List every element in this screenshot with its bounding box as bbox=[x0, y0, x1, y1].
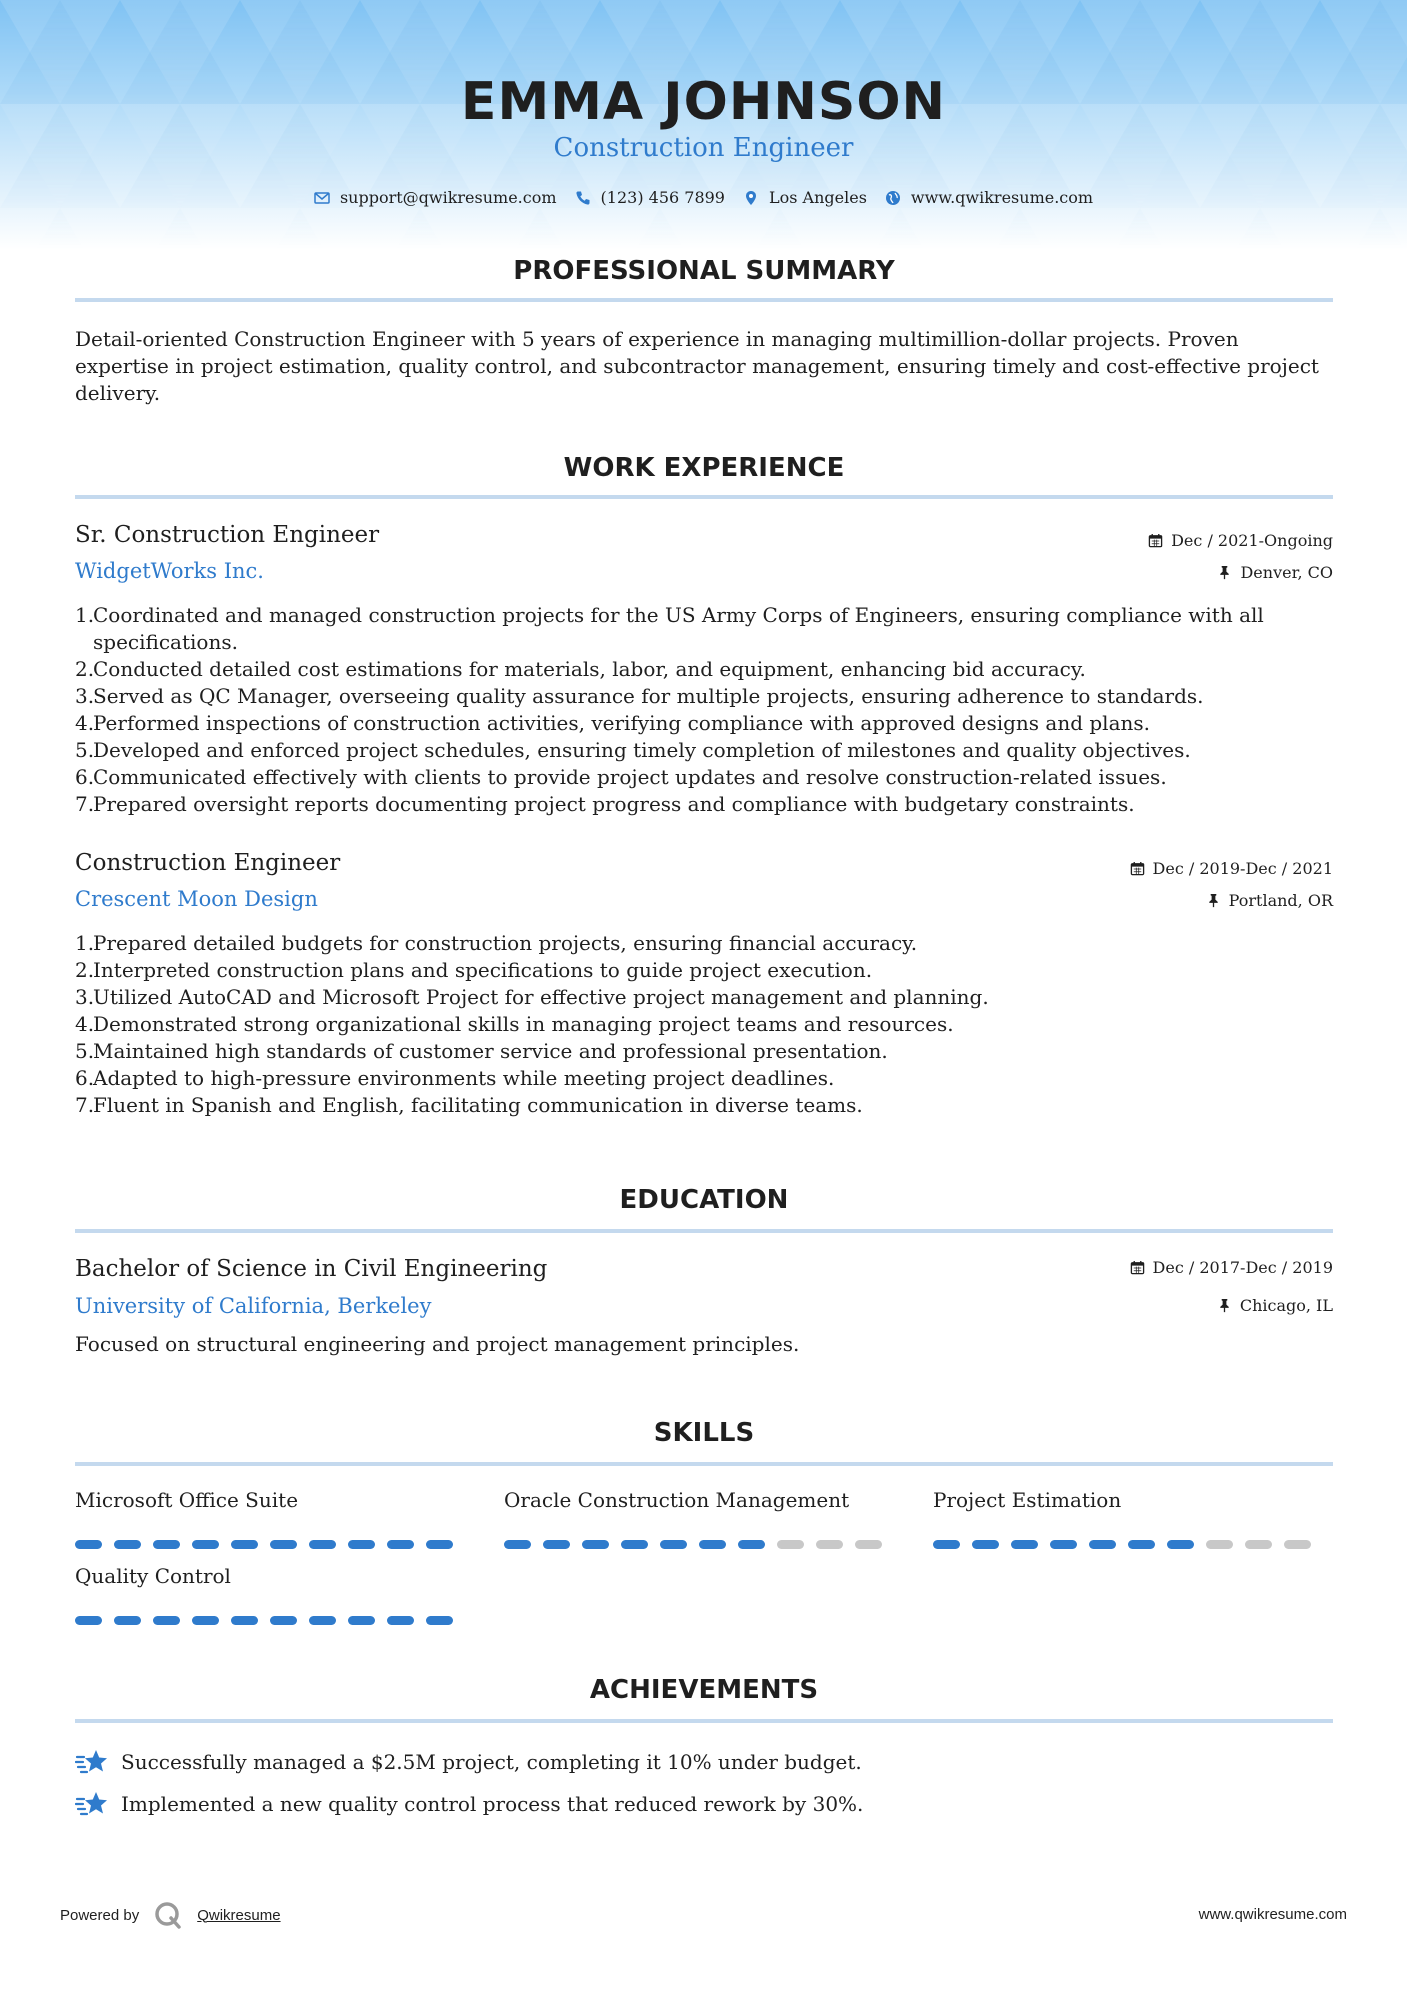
skill-segment-filled bbox=[75, 1540, 102, 1549]
education-dates-text: Dec / 2017-Dec / 2019 bbox=[1152, 1258, 1333, 1277]
skill-segment-filled bbox=[660, 1540, 687, 1549]
contact-bar bbox=[0, 188, 1407, 207]
job-title: Sr. Construction Engineer bbox=[75, 522, 380, 548]
list-item: 2. Conducted detailed cost estimations for materials, labor, and equipment, enhancing bid accuracy. bbox=[75, 657, 1086, 681]
achievement-item bbox=[75, 1747, 862, 1777]
job-responsibilities bbox=[75, 930, 1340, 1119]
skill-segment-filled bbox=[114, 1540, 141, 1549]
job-responsibilities bbox=[75, 602, 1340, 818]
pushpin-icon bbox=[1217, 565, 1232, 580]
skill-level-bar bbox=[933, 1540, 1313, 1549]
skill-segment-empty bbox=[1245, 1540, 1272, 1549]
skill-segment-filled bbox=[270, 1540, 297, 1549]
job-location-text: Portland, OR bbox=[1228, 891, 1333, 910]
skill-segment-filled bbox=[504, 1540, 531, 1549]
experience-divider bbox=[75, 495, 1333, 499]
skill-segment-filled bbox=[426, 1540, 453, 1549]
skill-item bbox=[75, 1488, 455, 1549]
skill-segment-empty bbox=[1284, 1540, 1311, 1549]
star-award-icon bbox=[75, 1789, 109, 1819]
skill-segment-filled bbox=[699, 1540, 726, 1549]
summary-text: Detail-oriented Construction Engineer with 5 years of experience in managing multimillion-dollar projects. Proven expertise in project estimation, quality control, and subcontractor management, ensuring timely and cost-effective project delivery. bbox=[75, 327, 1319, 405]
skill-segment-filled bbox=[972, 1540, 999, 1549]
skill-segment-filled bbox=[1011, 1540, 1038, 1549]
contact-website-text: www.qwikresume.com bbox=[910, 188, 1094, 207]
qwikresume-link[interactable]: Qwikresume bbox=[197, 1906, 281, 1924]
contact-location-text: Los Angeles bbox=[768, 188, 867, 207]
job-location bbox=[1206, 891, 1333, 910]
skill-level-bar bbox=[75, 1616, 455, 1625]
skill-segment-filled bbox=[738, 1540, 765, 1549]
job-dates-text: Dec / 2021-Ongoing bbox=[1171, 531, 1333, 550]
contact-location bbox=[743, 188, 867, 207]
skill-segment-filled bbox=[582, 1540, 609, 1549]
skill-segment-filled bbox=[192, 1540, 219, 1549]
skill-segment-filled bbox=[1089, 1540, 1116, 1549]
calendar-icon bbox=[1130, 861, 1145, 876]
skill-segment-filled bbox=[309, 1540, 336, 1549]
header-banner bbox=[0, 0, 1407, 250]
skill-segment-empty bbox=[1206, 1540, 1233, 1549]
skill-item bbox=[504, 1488, 884, 1549]
skill-label: Project Estimation bbox=[933, 1488, 1122, 1512]
education-location-text: Chicago, IL bbox=[1239, 1296, 1333, 1315]
skill-segment-filled bbox=[1128, 1540, 1155, 1549]
star-award-icon bbox=[75, 1747, 109, 1777]
summary-heading: PROFESSIONAL SUMMARY bbox=[513, 256, 895, 286]
job-company[interactable]: WidgetWorks Inc. bbox=[75, 559, 264, 583]
skills-divider bbox=[75, 1462, 1333, 1466]
list-item: 2. Interpreted construction plans and specifications to guide project execution. bbox=[75, 958, 873, 982]
powered-by-label: Powered by bbox=[60, 1906, 140, 1924]
pushpin-icon bbox=[1217, 1298, 1232, 1313]
contact-phone-text: (123) 456 7899 bbox=[600, 188, 725, 207]
list-item: 1. Coordinated and managed construction projects for the US Army Corps of Engineers, ensuring compliance with all specifications. bbox=[75, 603, 1264, 654]
skill-segment-filled bbox=[309, 1616, 336, 1625]
skill-segment-filled bbox=[153, 1616, 180, 1625]
skill-segment-filled bbox=[933, 1540, 960, 1549]
school-name[interactable]: University of California, Berkeley bbox=[75, 1294, 432, 1318]
summary-divider bbox=[75, 298, 1333, 302]
job-title: Construction Engineer bbox=[75, 850, 341, 876]
qwikresume-logo-icon bbox=[153, 1900, 183, 1930]
skill-segment-filled bbox=[621, 1540, 648, 1549]
map-pin-icon bbox=[743, 190, 759, 206]
skill-item bbox=[75, 1564, 455, 1625]
job-location bbox=[1217, 563, 1333, 582]
skill-segment-filled bbox=[231, 1616, 258, 1625]
skill-segment-empty bbox=[777, 1540, 804, 1549]
job-dates-text: Dec / 2019-Dec / 2021 bbox=[1152, 859, 1333, 878]
skill-segment-filled bbox=[348, 1540, 375, 1549]
skill-segment-filled bbox=[387, 1616, 414, 1625]
job-dates bbox=[1130, 859, 1333, 878]
achievement-item bbox=[75, 1789, 863, 1819]
achievements-divider bbox=[75, 1719, 1333, 1723]
list-item: 6. Adapted to high-pressure environments while meeting project deadlines. bbox=[75, 1066, 835, 1090]
degree-title: Bachelor of Science in Civil Engineering bbox=[75, 1256, 548, 1282]
list-item: 1. Prepared detailed budgets for construction projects, ensuring financial accuracy. bbox=[75, 931, 918, 955]
list-item: 3. Served as QC Manager, overseeing quality assurance for multiple projects, ensuring adherence to standards. bbox=[75, 684, 1204, 708]
envelope-icon bbox=[314, 190, 330, 206]
list-item: 3. Utilized AutoCAD and Microsoft Project for effective project management and planning. bbox=[75, 985, 989, 1009]
skill-segment-filled bbox=[231, 1540, 258, 1549]
skill-segment-filled bbox=[387, 1540, 414, 1549]
list-item: 4. Demonstrated strong organizational skills in managing project teams and resources. bbox=[75, 1012, 954, 1036]
phone-icon bbox=[575, 190, 591, 206]
globe-icon bbox=[885, 190, 901, 206]
job-company[interactable]: Crescent Moon Design bbox=[75, 887, 318, 911]
achievements-heading: ACHIEVEMENTS bbox=[589, 1675, 819, 1705]
skill-segment-empty bbox=[816, 1540, 843, 1549]
skill-level-bar bbox=[504, 1540, 884, 1549]
skill-segment-filled bbox=[1167, 1540, 1194, 1549]
calendar-icon bbox=[1130, 1260, 1145, 1275]
education-location bbox=[1217, 1296, 1333, 1315]
education-heading: EDUCATION bbox=[619, 1185, 789, 1215]
footer-powered-by bbox=[60, 1900, 281, 1930]
skill-segment-filled bbox=[426, 1616, 453, 1625]
skills-heading: SKILLS bbox=[653, 1418, 755, 1448]
job-location-text: Denver, CO bbox=[1240, 563, 1333, 582]
skill-segment-filled bbox=[270, 1616, 297, 1625]
list-item: 7. Prepared oversight reports documenting project progress and compliance with budgetary constraints. bbox=[75, 792, 1135, 816]
skill-item bbox=[933, 1488, 1313, 1549]
skill-segment-filled bbox=[114, 1616, 141, 1625]
skill-segment-filled bbox=[543, 1540, 570, 1549]
skill-segment-filled bbox=[1050, 1540, 1077, 1549]
skill-label: Quality Control bbox=[75, 1564, 231, 1588]
skill-level-bar bbox=[75, 1540, 455, 1549]
pushpin-icon bbox=[1206, 893, 1221, 908]
skill-segment-filled bbox=[348, 1616, 375, 1625]
candidate-role: Construction Engineer bbox=[553, 133, 854, 163]
list-item: 7. Fluent in Spanish and English, facilitating communication in diverse teams. bbox=[75, 1093, 863, 1117]
skill-segment-filled bbox=[192, 1616, 219, 1625]
education-divider bbox=[75, 1229, 1333, 1233]
calendar-icon bbox=[1148, 533, 1163, 548]
education-description: Focused on structural engineering and project management principles. bbox=[75, 1332, 800, 1356]
footer-website[interactable]: www.qwikresume.com bbox=[1198, 1906, 1347, 1923]
job-dates bbox=[1148, 531, 1333, 550]
skill-segment-filled bbox=[153, 1540, 180, 1549]
list-item: 5. Developed and enforced project schedules, ensuring timely completion of milestones and quality objectives. bbox=[75, 738, 1191, 762]
skill-label: Microsoft Office Suite bbox=[75, 1488, 299, 1512]
contact-email[interactable] bbox=[314, 188, 557, 207]
achievement-text: Successfully managed a $2.5M project, completing it 10% under budget. bbox=[121, 1750, 862, 1774]
candidate-name: EMMA JOHNSON bbox=[460, 72, 947, 132]
list-item: 4. Performed inspections of construction activities, verifying compliance with approved designs and plans. bbox=[75, 711, 1151, 735]
skill-segment-filled bbox=[75, 1616, 102, 1625]
list-item: 5. Maintained high standards of customer service and professional presentation. bbox=[75, 1039, 888, 1063]
list-item: 6. Communicated effectively with clients to provide project updates and resolve construction-related issues. bbox=[75, 765, 1167, 789]
achievement-text: Implemented a new quality control process that reduced rework by 30%. bbox=[121, 1792, 864, 1816]
contact-email-text: support@qwikresume.com bbox=[339, 188, 557, 207]
contact-phone[interactable] bbox=[575, 188, 725, 207]
skill-segment-empty bbox=[855, 1540, 882, 1549]
contact-website[interactable] bbox=[885, 188, 1093, 207]
education-dates bbox=[1130, 1258, 1333, 1277]
skill-label: Oracle Construction Management bbox=[504, 1488, 850, 1512]
experience-heading: WORK EXPERIENCE bbox=[563, 453, 845, 483]
